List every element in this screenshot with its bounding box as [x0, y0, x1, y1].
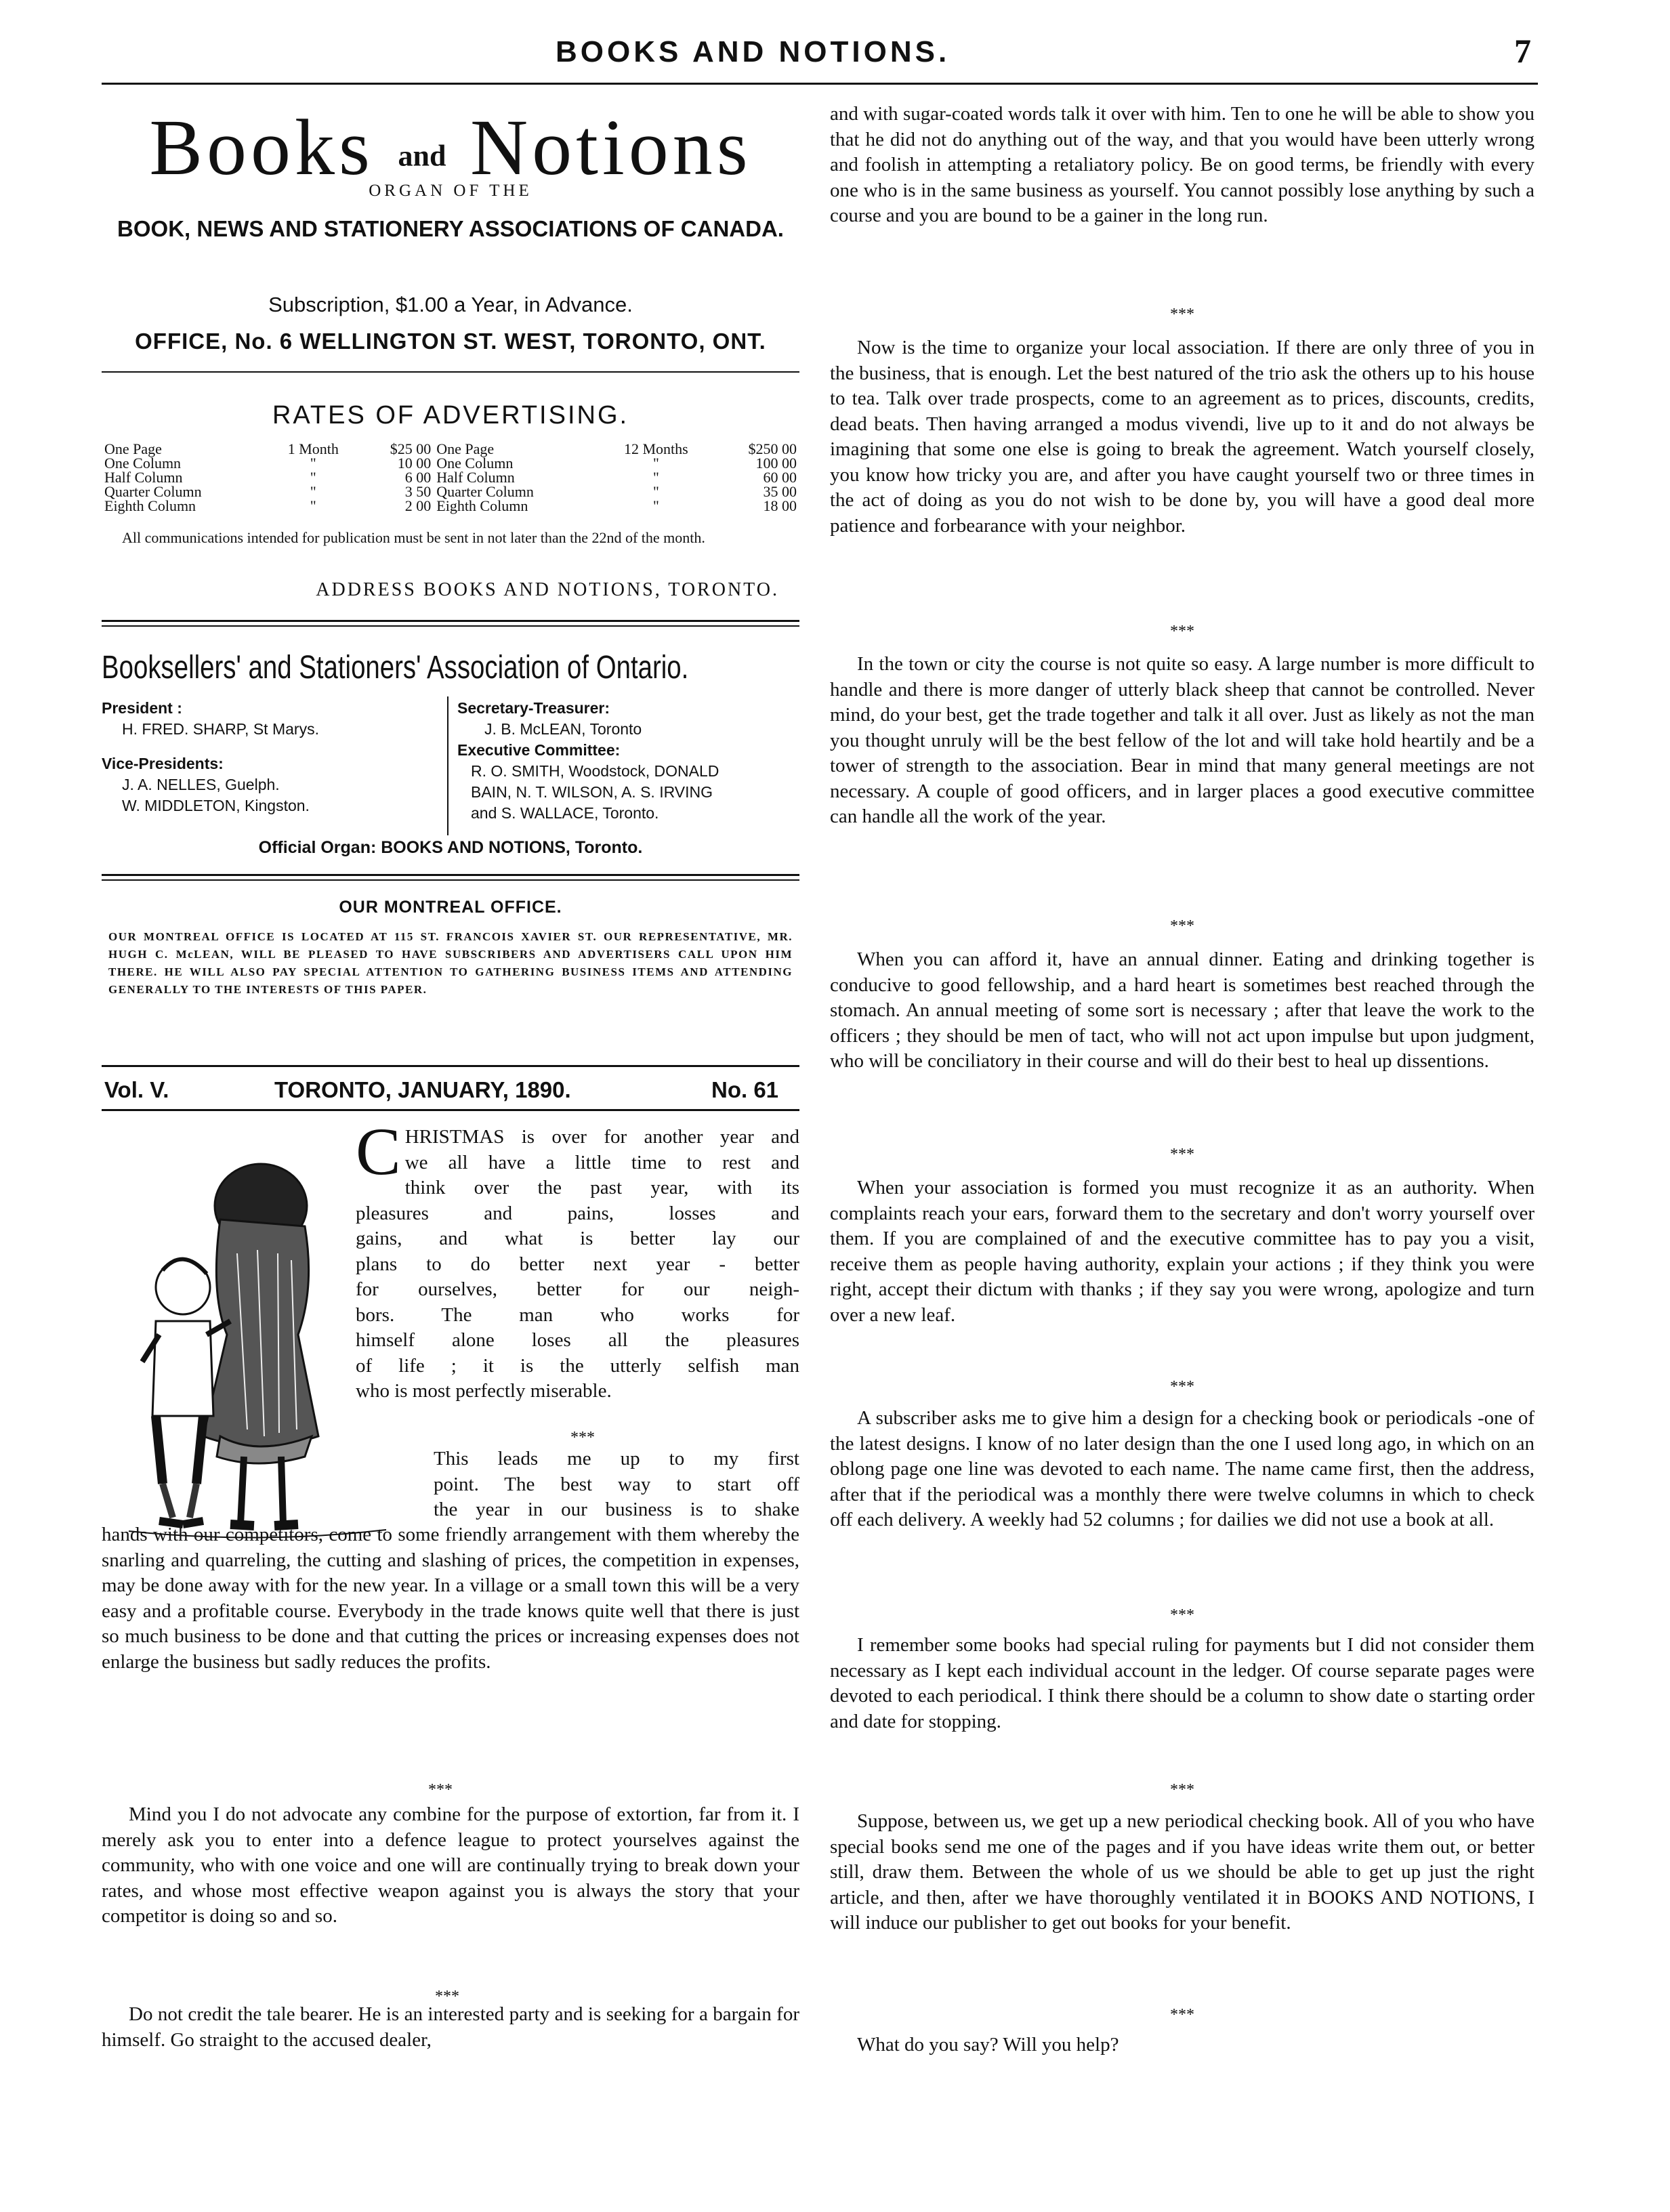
article-line: the year in our business is to shake: [434, 1499, 799, 1520]
rates-cell: 10 00: [397, 455, 432, 472]
rates-cell: $25 00: [390, 440, 432, 457]
association-title: Booksellers' and Stationers' Association of Ontario.: [102, 650, 689, 686]
article-paragraph-3: Mind you I do not advocate any combine for the purpose of extortion, far from it. I merely ask you to enter into a defence league to protect yourselves against the community, who with one voice and one will are continually trying to break down your rates, and whose most effective weapon against you is always the story that your competitor is doing so and so.: [102, 1803, 799, 1927]
rates-cell: 6 00: [404, 469, 432, 486]
stars-divider: ***: [1170, 306, 1194, 323]
article-opening: [356, 1114, 799, 1404]
rates-cell: One Column: [104, 455, 182, 472]
montreal-text: OUR MONTREAL OFFICE IS LOCATED AT 115 ST. FRANCOIS XAVIER ST. OUR REPRESENTATIVE, MR. HUGH C. McLEAN, WILL BE PLEASED TO HAVE SUBSCRIBERS AND ADVERTISERS CALL UPON HIM THERE. HE WILL ALSO PAY SPECIAL ATTENTION TO GATHERING BUSINESS ITEMS AND ATTENDING GENERALLY TO THE INTERESTS OF THIS PAPER.: [108, 930, 793, 996]
stars-divider: ***: [1170, 2006, 1194, 2024]
rates-cell: One Page: [436, 440, 495, 457]
article-line: plans to do better next year - better: [356, 1253, 799, 1275]
rule-montreal-top: [102, 874, 799, 876]
article-line: bors. The man who works for: [356, 1303, 799, 1326]
stars-divider: ***: [1170, 1378, 1194, 1396]
rates-cell: 35 00: [763, 483, 797, 500]
executive-line-1: R. O. SMITH, Woodstock, DONALD: [471, 762, 719, 780]
office-line: OFFICE, No. 6 WELLINGTON ST. WEST, TORONTO, ONT.: [135, 329, 766, 354]
masthead-rule: [102, 371, 799, 373]
rates-cell: ": [310, 469, 316, 486]
subscription-line: Subscription, $1.00 a Year, in Advance.: [268, 293, 633, 316]
rates-cell: ": [310, 455, 316, 472]
rates-cell: Eighth Column: [436, 497, 528, 514]
col2-paragraph-2: Now is the time to organize your local association. If there are only three of you in the business, that is enough. Let the best natured of the trio ask the others up to his house to tea. Talk over trade prospects, come to an agreement as to prices, discounts, credits, dead beats. Then having arranged a modus vivendi, live up to it and do not always be imagining that some one else is going to break the agreement. Watch yourself closely, you know how tricky you are, and after you have caught yourself two or three times in the act of doing as you do not wish to be done by, you will have a good deal more patience and forbearance with your neighbor.: [830, 337, 1535, 537]
stars-divider: ***: [1170, 623, 1194, 640]
rates-cell: ": [310, 483, 316, 500]
article-line: HRISTMAS is over for another year and: [404, 1126, 799, 1148]
vice-president-1: J. A. NELLES, Guelph.: [122, 776, 280, 793]
rates-cell: Half Column: [436, 469, 515, 486]
address-line: ADDRESS BOOKS AND NOTIONS, TORONTO.: [316, 579, 779, 600]
rule-montreal-bottom: [102, 879, 799, 881]
executive-line-3: and S. WALLACE, Toronto.: [471, 804, 659, 822]
stars-divider: ***: [1170, 1146, 1194, 1163]
col2-paragraph-3: In the town or city the course is not quite so easy. A large number is more difficult to handle and there is more danger of utterly black sheep that cannot be controlled. Never mind, do your best, get the trade together and talk it all over. Just as likely as not the man you thought unruly will be the best fellow of the lot and will take hold heartily and be a tower of strength to the association. Bear in mind that many general meetings are not necessary. A couple of good officers, and in larger places a good executive committee can handle all the work of the year.: [830, 653, 1535, 827]
article-line: This leads me up to my first: [434, 1448, 799, 1469]
article-line: think over the past year, with its: [404, 1177, 799, 1198]
article-line: pleasures and pains, losses and: [356, 1202, 799, 1224]
stars-divider: ***: [1170, 1606, 1194, 1624]
rates-row: [102, 442, 799, 456]
issue-volume: Vol. V.: [104, 1077, 169, 1102]
article-line: we all have a little time to rest and: [404, 1151, 799, 1173]
president-name: H. FRED. SHARP, St Marys.: [122, 720, 319, 738]
associations-line: BOOK, NEWS AND STATIONERY ASSOCIATIONS OF CANADA.: [117, 216, 784, 241]
rates-cell: 3 50: [404, 483, 432, 500]
drop-cap: C: [356, 1114, 401, 1189]
col2-paragraph-4: When you can afford it, have an annual dinner. Eating and drinking together is conducive to good fellowship, and a hard heart is sometimes best reached through the stomach. An annual meeting of some sort is necessary ; after that leave the work to the officers ; they should be men of tact, who will not act upon impulse but upon judgment, who will be conciliatory in their course and will do their best to heal up dissentions.: [830, 948, 1535, 1072]
rates-cell: ": [652, 469, 659, 486]
article-paragraph-2: hands with our competitors, come to some friendly arrangement with them whereby the snarling and quarreling, the cutting and slashing of prices, the competition in expenses, may be done away with for the new year. In a village or a small town this will be a very easy and a profitable course. Everybody in the trade knows quite well that there is just so much business to be done and that cutting the prices or increasing expenses does not enlarge the business but sadly reduces the profits.: [102, 1524, 799, 1673]
issue-date: TORONTO, JANUARY, 1890.: [274, 1077, 571, 1102]
rates-heading: RATES OF ADVERTISING.: [272, 401, 629, 430]
stars-divider: ***: [1170, 917, 1194, 935]
masthead-title-left: Books: [149, 103, 374, 192]
official-organ: Official Organ: BOOKS AND NOTIONS, Toronto.: [258, 838, 643, 857]
col2-paragraph-6: A subscriber asks me to give him a design for a checking book or periodicals -one of the latest designs. I know of no later design than the one I used long ago, in which on an oblong page one line was devoted to each name. The name came first, then the address, after that if the periodical was a monthly there were twelve columns in which to check off each delivery. A weekly had 52 columns ; for dailies we did not use a book at all.: [830, 1407, 1535, 1530]
rates-cell: 12 Months: [624, 440, 688, 457]
rates-cell: Quarter Column: [436, 483, 534, 500]
executive-line-2: BAIN, N. T. WILSON, A. S. IRVING: [471, 783, 713, 801]
col2-paragraph-7: I remember some books had special ruling for payments but I did not consider them necessary as I kept each individual account in the ledger. Of course separate pages were devoted to each periodical. I think there should be a column to show date o starting order and date for stopping.: [830, 1634, 1535, 1732]
rates-cell: $250 00: [748, 440, 797, 457]
rates-cell: ": [652, 483, 659, 500]
article-line: gains, and what is better lay our: [356, 1228, 799, 1249]
secretary-label: Secretary-Treasurer:: [457, 699, 610, 717]
secretary-name: J. B. McLEAN, Toronto: [484, 720, 642, 738]
rates-cell: Eighth Column: [104, 497, 196, 514]
rates-cell: ": [652, 497, 659, 514]
page-number: 7: [1514, 32, 1531, 70]
article-line: himself alone loses all the pleasures: [356, 1329, 799, 1351]
rates-row: [102, 484, 799, 499]
rates-cell: One Page: [104, 440, 162, 457]
organ-of: ORGAN OF THE: [369, 182, 533, 200]
masthead-and: and: [398, 139, 446, 173]
executive-label: Executive Committee:: [457, 741, 621, 759]
rates-cell: One Column: [436, 455, 514, 472]
header-rule: [102, 83, 1538, 85]
rates-cell: 1 Month: [287, 440, 339, 457]
rates-cell: 18 00: [763, 497, 797, 514]
montreal-heading: OUR MONTREAL OFFICE.: [339, 898, 562, 917]
article-line: of life ; it is the utterly selfish man: [356, 1354, 799, 1377]
rates-row: [102, 499, 799, 513]
rule-double-top: [102, 620, 799, 622]
rates-cell: Half Column: [104, 469, 183, 486]
col2-paragraph-9: What do you say? Will you help?: [857, 2034, 1119, 2056]
vice-presidents-label: Vice-Presidents:: [102, 755, 224, 772]
rates-cell: 60 00: [763, 469, 797, 486]
rates-cell: 2 00: [404, 497, 432, 514]
rates-table: [102, 442, 799, 513]
article-paragraph-4: Do not credit the tale bearer. He is an interested party and is seeking for a bargain for himself. Go straight to the accused dealer,: [102, 2003, 799, 2051]
col2-paragraph-5: When your association is formed you must recognize it as an authority. When complaints reach your ears, forward them to the secretary and don't worry yourself over them. If you are complained of and the executive committee has to pay you a visit, receive them as people having authority, explain your actions ; if they think you were right, accept their dictum with thanks ; if they say you were wrong, apologize and turn over a new leaf.: [830, 1177, 1535, 1326]
stars-divider: ***: [570, 1429, 595, 1446]
running-head: [0, 32, 1670, 83]
rates-row: [102, 470, 799, 484]
president-label: President :: [102, 699, 182, 717]
rates-cell: Quarter Column: [104, 483, 202, 500]
masthead-title-right: Notions: [469, 103, 752, 192]
stars-divider: ***: [435, 1988, 459, 2005]
stars-divider: ***: [1170, 1781, 1194, 1799]
rule-vol-bottom: [102, 1109, 799, 1111]
rates-cell: ": [652, 455, 659, 472]
stars-divider: ***: [428, 1781, 453, 1799]
rule-double-bottom: [102, 625, 799, 627]
masthead-title: [102, 102, 799, 190]
col2-paragraph-1: and with sugar-coated words talk it over with him. Ten to one he will be able to show you that he did not do anything out of the way, and that you would have been utterly wrong and foolish in attempting a retaliatory policy. Be on good terms, be friendly with every one who is in the same business as yourself. You cannot possibly lose anything by such a course and you are bound to be a gainer in the long run.: [830, 103, 1535, 226]
col2-paragraph-8: Suppose, between us, we get up a new periodical checking book. All of you who have special books send me one of the pages and if you have ideas write them out, or better still, draw them. Between the whole of us we should be able to get up just the right article, and then, after we have thoroughly ventilated it in BOOKS AND NOTIONS, I will induce our publisher to get out books for your benefit.: [830, 1810, 1535, 1934]
rule-vol-top: [102, 1065, 799, 1067]
running-head-title: BOOKS AND NOTIONS.: [556, 35, 951, 68]
rates-cell: ": [310, 497, 316, 514]
article-line: point. The best way to start off: [434, 1473, 799, 1495]
communications-note: All communications intended for publication must be sent in not later than the 22nd of the month.: [122, 529, 705, 546]
rates-row: [102, 456, 799, 470]
article-line: for ourselves, better for our neigh-: [356, 1278, 799, 1300]
officers-divider: [447, 696, 448, 835]
article-line: who is most perfectly miserable.: [356, 1380, 612, 1402]
rates-cell: 100 00: [755, 455, 797, 472]
issue-number: No. 61: [711, 1077, 779, 1102]
vice-president-2: W. MIDDLETON, Kingston.: [122, 797, 310, 814]
article-paragraph-2-head: [434, 1446, 799, 1523]
